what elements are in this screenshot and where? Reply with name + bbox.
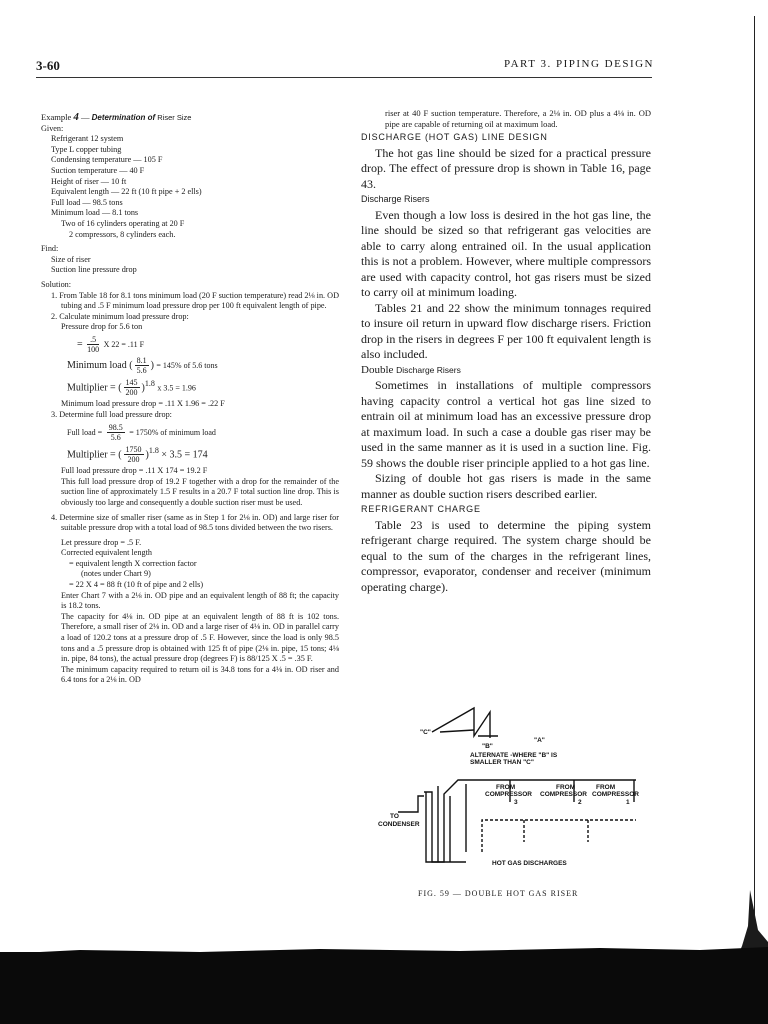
left-column bbox=[41, 112, 339, 686]
compressor-label-2: COMPRESSOR bbox=[540, 791, 587, 798]
equation-4: Full load = $\frac{98.5}{5.6}$ = 1750% of minimum load bbox=[67, 422, 216, 442]
corrected-length-label: Corrected equivalent length bbox=[61, 548, 152, 558]
given-item: Type L copper tubing bbox=[51, 144, 122, 154]
given-item: Full load — 98.5 tons bbox=[51, 197, 123, 207]
solution-label: Solution: bbox=[41, 279, 72, 289]
find-label: Find: bbox=[41, 244, 59, 254]
to-label: TO bbox=[390, 813, 399, 820]
given-item: Condensing temperature — 105 F bbox=[51, 155, 163, 165]
heading-discharge-line: DISCHARGE (HOT GAS) LINE DESIGN bbox=[361, 132, 548, 142]
paragraph-discharge: The hot gas line should be sized for a practical pressure drop. The effect of pressure drop is shown in Table 16, page 43. bbox=[361, 145, 651, 191]
scan-black-border bbox=[0, 952, 768, 1024]
from-label-3: FROM bbox=[496, 784, 516, 791]
corrected-length-line: = 22 X 4 = 88 ft (10 ft of pipe and 2 ells) bbox=[69, 580, 204, 590]
condenser-label: CONDENSER bbox=[378, 821, 420, 828]
hot-gas-discharges-label: HOT GAS DISCHARGES bbox=[492, 860, 567, 867]
figure-caption: FIG. 59 — DOUBLE HOT GAS RISER bbox=[418, 889, 579, 898]
compressor-label-1: COMPRESSOR bbox=[592, 791, 639, 798]
paragraph-full-load: This full load pressure drop of 19.2 F together with a drop for the remainder of the suction line of approximately 1.5 F results in a 20.7 F total suction line drop. This is obviously too large and consequently a double suction riser must be used. bbox=[61, 476, 339, 507]
label-c: "C" bbox=[420, 729, 431, 736]
corrected-length-line: = equivalent length X correction factor bbox=[69, 558, 197, 568]
equation-5: Multiplier = ( $\frac{1750}{200}$ )$^{1.8}$ × 3.5 = 174 bbox=[67, 445, 208, 465]
paragraph-risers-2: Tables 21 and 22 show the minimum tonnages required to insure oil return in upward flow discharge risers. Friction drop in the risers in degrees F per 100 ft equivalent length is also included. bbox=[361, 300, 651, 361]
given-label: Given: bbox=[41, 123, 64, 133]
let-pressure-drop: Let pressure drop = .5 F. bbox=[61, 537, 142, 547]
find-item: Suction line pressure drop bbox=[51, 265, 137, 275]
compressor-number-2: 2 bbox=[578, 799, 582, 806]
paragraph-minimum-capacity: The minimum capacity required to return oil is 34.8 tons for a 4⅛ in. OD riser and 6.4 tons for a 2⅛ in. OD bbox=[61, 664, 339, 685]
continued-text: riser at 40 F suction temperature. Therefore, a 2⅛ in. OD plus a 4⅛ in. OD pipe are capable of returning oil at maximum load. bbox=[385, 108, 651, 129]
equation-1: = $\frac{.5}{100}$ X 22 = .11 F bbox=[77, 334, 145, 354]
paragraph-double-2: Sizing of double hot gas risers is made in the same manner as double suction risers described earlier. bbox=[361, 471, 651, 501]
from-label-1: FROM bbox=[596, 784, 616, 791]
page-edge-line bbox=[754, 16, 755, 916]
label-a: "A" bbox=[534, 737, 545, 744]
given-item: Height of riser — 10 ft bbox=[51, 176, 127, 186]
alternate-line-1: ALTERNATE -WHERE "B" IS bbox=[470, 752, 558, 759]
solution-step-4: 4. Determine size of smaller riser (same as in Step 1 for 2⅛ in. OD) and large riser for suitable pressure drop with a total load of 98.5 tons divided between the two risers. bbox=[51, 512, 339, 533]
solution-step-1: 1. From Table 18 for 8.1 tons minimum load (20 F suction temperature) read 2⅛ in. OD tubing and .5 F minimum load pressure drop per 100 ft equivalent length of pipe. bbox=[51, 290, 339, 311]
given-item: Minimum load — 8.1 tons bbox=[51, 208, 139, 218]
equation-3: Multiplier = ( $\frac{145}{200}$ )$^{1.8}$ x 3.5 = 1.96 bbox=[67, 378, 196, 398]
alternate-line-2: SMALLER THAN "C" bbox=[470, 759, 534, 766]
solution-step-3: 3. Determine full load pressure drop: bbox=[51, 410, 172, 419]
full-load-drop: Full load pressure drop = .11 X 174 = 19.2 F bbox=[61, 466, 208, 476]
paragraph-chart-7: Enter Chart 7 with a 2⅛ in. OD pipe and an equivalent length of 88 ft; the capacity is 18.2 tons. bbox=[61, 590, 339, 611]
from-label-2: FROM bbox=[556, 784, 576, 791]
given-subitem: 2 compressors, 8 cylinders each. bbox=[69, 229, 176, 239]
minimum-load-drop: Minimum load pressure drop = .11 X 1.96 = .22 F bbox=[61, 399, 225, 409]
given-item: Equivalent length — 22 ft (10 ft pipe + 2 ells) bbox=[51, 187, 202, 197]
solution-step-2-sub: Pressure drop for 5.6 ton bbox=[61, 322, 143, 332]
header-rule bbox=[36, 77, 652, 78]
given-item: Suction temperature — 40 F bbox=[51, 165, 145, 175]
compressor-number-3: 3 bbox=[514, 799, 518, 806]
given-subitem: Two of 16 cylinders operating at 20 F bbox=[61, 218, 185, 228]
paragraph-charge: Table 23 is used to determine the piping system refrigerant charge required. The system charge should be equal to the sum of the charges in the refrigerant lines, compressor, evaporator, condenser and receiver (minimum operating charge). bbox=[361, 517, 651, 594]
compressor-label-3: COMPRESSOR bbox=[485, 791, 532, 798]
label-b: "B" bbox=[482, 743, 493, 750]
paragraph-capacity: The capacity for 4⅛ in. OD pipe at an equivalent length of 88 ft is 102 tons. Therefore, a small riser of 2⅛ in. OD and a large riser of 4⅛ in. OD in parallel carry a load of 120.2 tons at a pressure drop of .5 F. However, since the load is only 98.5 tons and a .5 pressure drop is obtained with 125 ft of pipe (2⅛ in. pipe, 15 tons; 4⅛ in. pipe, 84 tons), the actual pressure drop (degrees F) is 88/125 X .5 = .35 F. bbox=[61, 611, 339, 664]
equation-2: Minimum load ( $\frac{8.1}{5.6}$ ) = 145% of 5.6 tons bbox=[67, 355, 218, 375]
page-number: 3-60 bbox=[36, 58, 60, 73]
compressor-number-1: 1 bbox=[626, 799, 630, 806]
corrected-length-line: (notes under Chart 9) bbox=[81, 569, 151, 579]
heading-discharge-risers: Discharge Risers bbox=[361, 194, 430, 204]
example-heading: Example 4 — Determination of Riser Size bbox=[41, 111, 192, 123]
double-hot-gas-riser-diagram bbox=[378, 702, 656, 872]
paragraph-risers-1: Even though a low loss is desired in the hot gas line, the line should be sized so that refrigerant gas velocities are able to carry along entrained oil. In the usual application this is not a problem. However, where multiple compressors are used with capacity control, hot gas risers must be sized to carry oil at minimum loading. bbox=[361, 207, 651, 299]
given-item: Refrigerant 12 system bbox=[51, 134, 124, 144]
solution-step-2: 2. Calculate minimum load pressure drop: bbox=[51, 311, 189, 321]
heading-refrigerant-charge: REFRIGERANT CHARGE bbox=[361, 504, 481, 514]
paragraph-double-1: Sometimes in installations of multiple compressors having capacity control a vertical hot gas line sized to entrain oil at minimum load has an excessive pressure drop at maximum load. In such a case a double gas riser may be used in the same manner as it is used in a suction line. Fig. 59 shows the double riser principle applied to a hot gas line. bbox=[361, 378, 651, 470]
find-item: Size of riser bbox=[51, 254, 91, 264]
heading-double-risers: Double Discharge Risers bbox=[361, 363, 461, 376]
running-title: PART 3. PIPING DESIGN bbox=[503, 58, 654, 70]
right-column bbox=[361, 108, 651, 595]
